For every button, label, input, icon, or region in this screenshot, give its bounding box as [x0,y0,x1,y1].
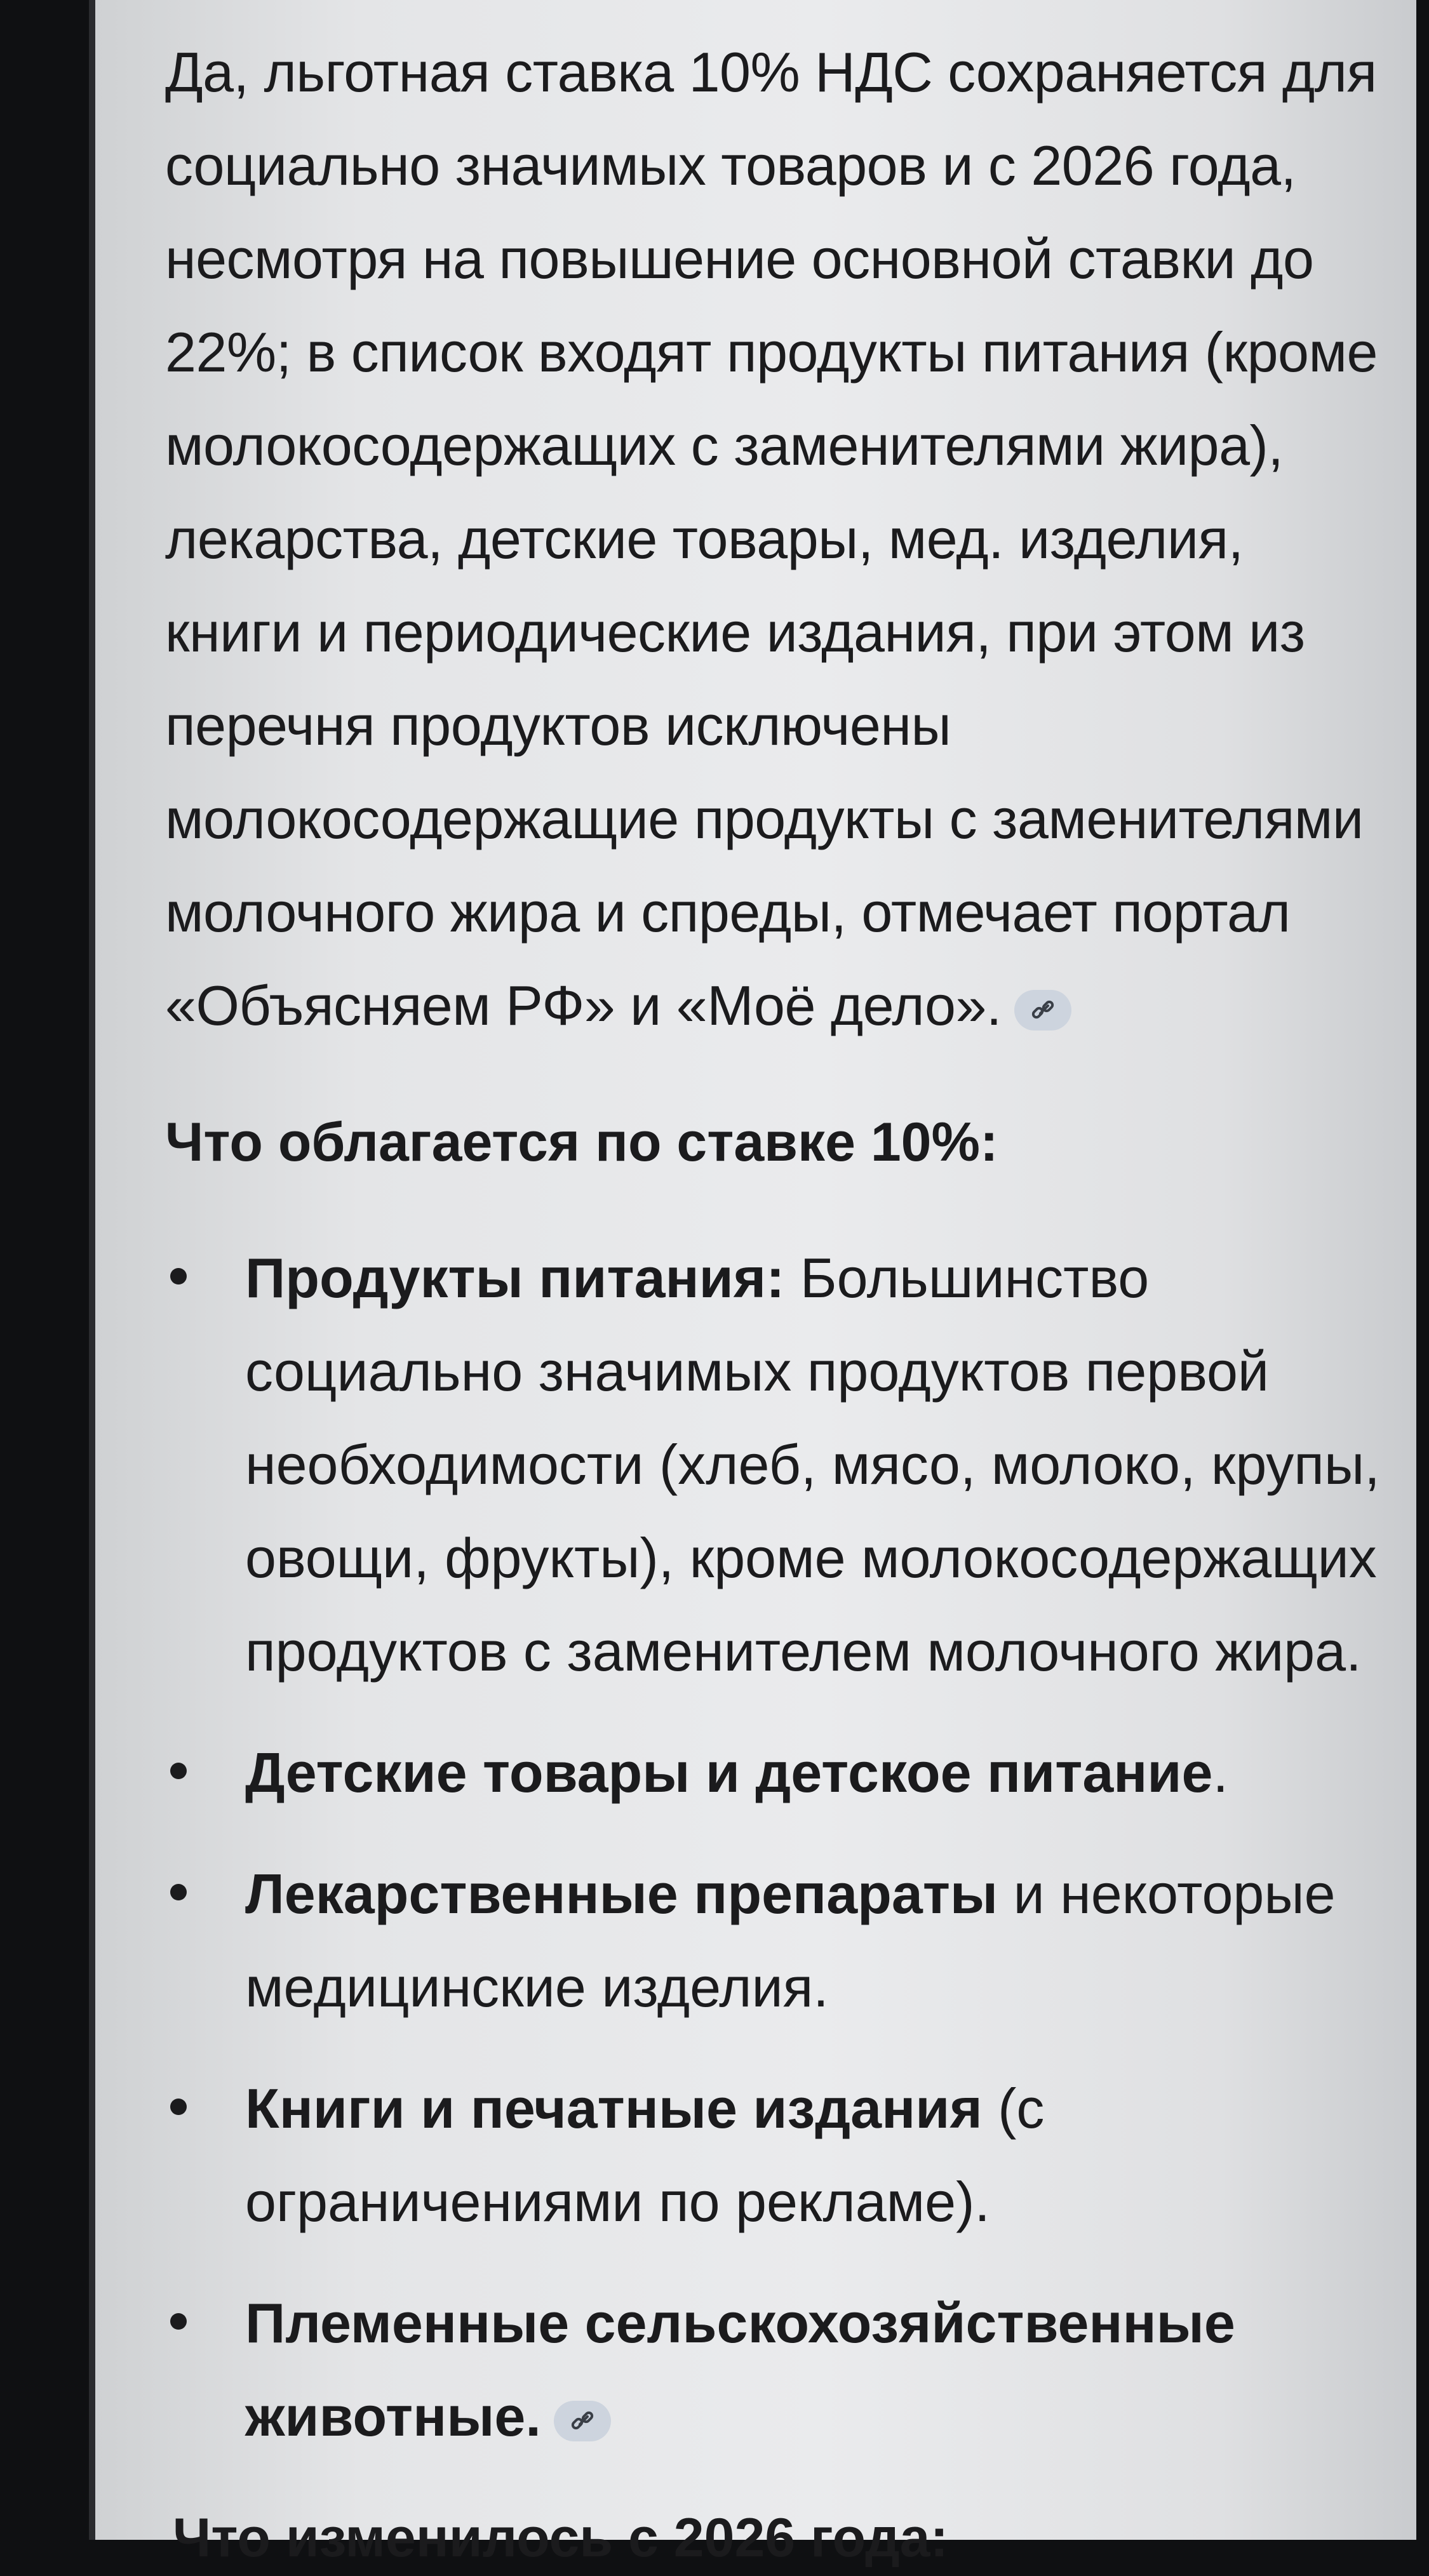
list-item-text: (с ограничениями по рекламе). [245,2077,1045,2233]
bullet-dot [170,1884,187,1900]
bullet-dot [170,1763,187,1779]
list-item [165,2276,1385,2463]
bullet-dot [170,2313,187,2330]
intro-paragraph [165,25,1385,1052]
link-icon [1030,998,1056,1023]
list-item-title: Лекарственные препараты [245,1862,998,1925]
list-item-title: Продукты питания: [245,1246,785,1309]
section-heading-rate: Что облагается по ставке 10%: [165,1112,998,1173]
list-item-title: Племенные сельскохозяйственные животные. [245,2292,1235,2448]
source-link-chip[interactable] [1014,990,1071,1031]
bullet-dot [170,1268,187,1285]
list-item-text: и некоторые медицинские изделия. [245,1862,1336,2019]
list-item [165,1847,1385,2034]
section-heading-changes: Что изменилось с 2026 года: [173,2507,949,2568]
list-item-title: Книги и печатные издания [245,2077,983,2140]
screen [89,0,1416,2568]
list-item [165,2062,1385,2248]
source-link-chip[interactable] [554,2401,611,2441]
list-item-title: Детские товары и детское питание [245,1741,1213,1804]
chat-response [165,25,1385,2576]
list-item-text: . [1212,1741,1228,1804]
intro-text: Да, льготная ставка 10% НДС сохраняется для социально значимых товаров и с 2026 года, несмотря на повышение основной ставки до 22%; в список входят продукты питания (кроме молокосодержащих с заменителями жира), лекарства, детские товары, мед. изделия, книги и периодические издания, при этом из перечня продуктов исключены молокосодержащие продукты с заменителями молочного жира и спреды, отмечает портал «Объясняем РФ» и «Моё дело». [165,41,1378,1037]
list-item [165,1726,1385,1819]
list-item-text: Большинство социально значимых продуктов первой необходимости (хлеб, мясо, молоко, крупы, овощи, фрукты), кроме молокосодержащих продуктов с заменителем молочного жира. [245,1246,1380,1683]
list-item [165,1231,1385,1698]
bullet-list [165,1231,1385,2463]
bullet-dot [170,2099,187,2115]
link-icon [569,2408,596,2434]
